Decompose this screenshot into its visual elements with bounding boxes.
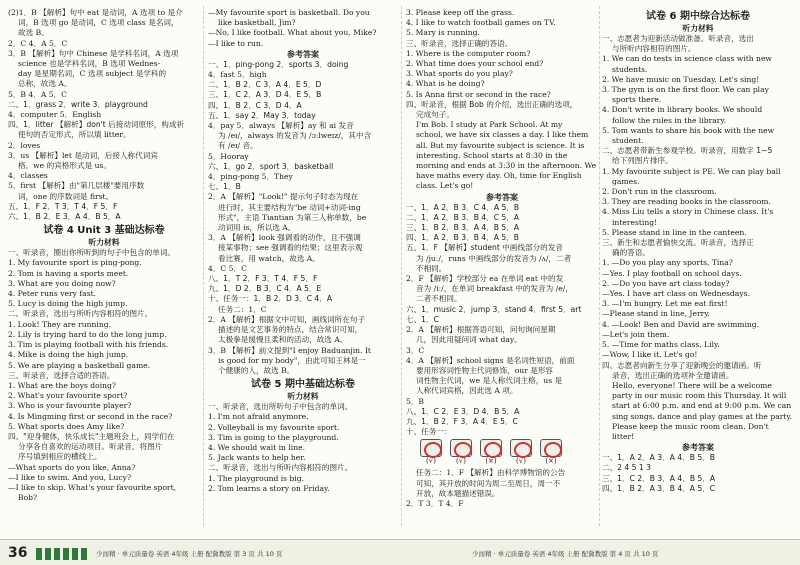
answer-line: 看比赛，用 watch，故选 A。 <box>218 253 320 263</box>
listening-line: —Wow, I like it. Let's go! <box>602 350 698 360</box>
listening-line: 四、志愿者向新生分享了迎新晚会的邀请函。听 <box>602 360 762 370</box>
page-number: 36 <box>8 545 28 561</box>
test4-answers <box>208 60 398 376</box>
column-3 <box>406 8 598 509</box>
passage-line: school, we have six classes a day. I like them <box>416 130 589 140</box>
answer-line: 三、1．C 2．A 3．D 4．E 5．B <box>208 90 322 100</box>
listening-line: 2. Don't run in the classroom. <box>602 187 717 197</box>
answer-line: 四、1．litter 【解析】don't 后接动词原形，构成祈 <box>8 120 185 130</box>
listening-line: 一、听录音，圈出你所听到的句子中包含的单词。 <box>8 248 176 258</box>
answer-line: 4．ping-pong 5．They <box>208 172 293 182</box>
answer-line: 2．A 【解析】"Look!" 提示句子时态为现在 <box>208 192 359 202</box>
test4-answer-key-title: 参考答案 <box>287 49 319 59</box>
listening-line: 3. —I'm hungry. Let me eat first! <box>602 299 728 309</box>
answer-line: 五、1．F 【解析】student 中画线部分的发音 <box>406 243 563 253</box>
footer-right-text: 少而精 · 单元质量卷 英语 4年级 上册 配冀教版 第 4 页 共 10 页 <box>472 550 659 558</box>
column-divider <box>203 6 204 526</box>
answer-line: 六、1．go 2．sport 3．basketball <box>208 161 334 171</box>
answer-line: 4．C 5．C <box>208 263 247 273</box>
passage-line: party in our music room this Thursday. It will <box>612 391 787 401</box>
answer-line: 3．C <box>406 345 425 355</box>
answer-line: 2．C 4．A 5．C <box>8 38 68 48</box>
answer-line: 4．computer 5．English <box>8 110 102 120</box>
listening-line: 二、听录音，选出与所听内容相符的图片。 <box>8 309 153 319</box>
prohibition-sign-icon <box>420 439 442 457</box>
passage-line: Hello, everyone! There will be a welcome <box>612 380 772 390</box>
listening-line: 三、新生和志愿者愉快交流。听录音，选择正 <box>602 238 754 248</box>
listening-line: 4. —Look! Ben and David are swimming. <box>602 319 760 329</box>
listening-line: —No, I like football. What about you, Mike? <box>208 28 377 38</box>
answer-line: 5．B 4．A 5．C <box>8 89 67 99</box>
answer-line: 六、1．music 2．jump 3．stand 4．first 5．art <box>406 304 582 314</box>
answer-line: 四、1．B 2．C 3．D 4．A <box>208 100 302 110</box>
answer-line: 2．A 【解析】根据文中可知，画线词所在句子 <box>208 314 366 324</box>
column-2 <box>208 8 398 494</box>
answer-line: 二、2 4 5 1 3 <box>602 463 651 473</box>
listening-line: 4. Don't write in library books. We should <box>602 105 763 115</box>
answer-line: 一、1．A 2．B 3．C 4．A 5．B <box>406 202 520 212</box>
answer-line: 格，we 的宾格形式是 us。 <box>18 161 111 171</box>
test6-answers <box>602 453 794 494</box>
listening-line: 2. What's your favourite sport? <box>8 391 128 401</box>
listening-line: 2. What time does your school end? <box>406 59 544 69</box>
answer-line: 二、1．A 2．B 3．B 4．C 5．A <box>406 212 520 222</box>
answer-line: 十、任务一： <box>406 427 452 437</box>
listening-line: 二、志愿者带新生参观学校。听录音，用数字 1~5 <box>602 146 773 156</box>
listening-line: 与所听内容相符的图片。 <box>612 44 696 54</box>
answer-line: 二者不相同。 <box>416 294 462 304</box>
test5-task2-answers <box>406 468 598 509</box>
test6-title: 试卷 6 期中综合达标卷 <box>646 11 750 22</box>
listening-line: —I like to swim. And you, Lucy? <box>8 472 132 482</box>
answer-line: 2．A 【解析】根据答语可知，问句询问星期 <box>406 325 556 335</box>
listening-line: games. <box>612 176 640 186</box>
listening-line: 3. Tim is playing football with his friends. <box>8 340 169 350</box>
answer-line: 3．A 【解析】look 强调看的动作，且不强调 <box>208 233 361 243</box>
answer-line: 使句的否定形式，所以填 litter。 <box>18 130 131 140</box>
passage-line: litter! <box>612 431 635 441</box>
listening-line: —Yes. I play football on school days. <box>602 268 742 278</box>
sign-item <box>480 439 502 466</box>
listening-line: 3. What are you doing now? <box>8 278 116 288</box>
listening-line: 2. Tom learns a story on Friday. <box>208 483 330 493</box>
answer-line: 2．loves <box>8 140 41 150</box>
answer-line: 七、1．C <box>406 314 439 324</box>
listening-line: 完成句子。 <box>416 110 454 120</box>
listening-line: 一、听录音，选出所听句子中包含的单词。 <box>208 402 353 412</box>
answer-line: is good for my body"，由此可知王林是一 <box>218 355 366 365</box>
listening-line: 5. What sports does Amy like? <box>8 421 125 431</box>
listening-line: 分享各自喜欢的运动项目。听录音，将图片 <box>18 442 163 452</box>
listening-line: like basketball, Jim? <box>218 18 296 28</box>
answer-line: 不相同。 <box>416 263 447 273</box>
listening-line: 一、志愿者为迎新活动做准备。听录音，选出 <box>602 34 754 43</box>
bob-passage <box>406 120 598 191</box>
listening-line: 3. Who is your favourite player? <box>8 401 132 411</box>
answer-line: 4．A 【解析】school signs 是名词性短语，前面 <box>406 355 575 365</box>
answer-line: 4．fast 5．high <box>208 70 267 80</box>
passage-line: Please keep the music room clean. Don't <box>612 421 769 431</box>
listening-line: 2. Tom is having a sports meet. <box>8 268 129 278</box>
column-divider <box>599 6 600 526</box>
answer-line: 4．classes <box>8 171 48 181</box>
answer-line: 几，因此用疑问词 what day。 <box>416 335 522 345</box>
answer-line: 八、1．T 2．F 3．T 4．F 5．F <box>208 274 318 284</box>
listening-line: 3. Tim is going to the playground. <box>208 432 339 442</box>
answer-line: 四、1．B 2．A 3．B 4．A 5．C <box>602 483 716 493</box>
column-divider <box>401 6 402 526</box>
answer-line: 5．B <box>406 396 425 406</box>
answer-line: 总称，故选 A。 <box>18 79 72 89</box>
listening-line: 5. Is Anna first or second in the race? <box>406 89 551 99</box>
listening-line: 4. Is Mingming first or second in the race? <box>8 411 173 421</box>
test5-title: 试卷 5 期中基础达标卷 <box>251 379 355 391</box>
test5-answers <box>406 203 598 438</box>
listening-line: 1. My favourite subject is PE. We can play ball <box>602 166 781 176</box>
listening-line: 1. Look! They are running. <box>8 319 112 329</box>
listening-line: 1. I'm not afraid anymore. <box>208 412 309 422</box>
listening-line: 2. Lily is trying hard to do the long jump. <box>8 329 167 339</box>
passage-line: all. But my favourite subject is science. It is <box>416 140 585 150</box>
listening-line: 二、听录音，选出与所听内容相符的图片。 <box>208 463 353 473</box>
listening-line: —What sports do you like, Anna? <box>8 462 136 472</box>
passage-line: class. Let's go! <box>416 181 474 191</box>
listening-line: sports there. <box>612 95 662 105</box>
listening-line: —I like to run. <box>208 38 264 48</box>
listening-line: 5. Please stand in line in the canteen. <box>602 227 747 237</box>
answer-line: 为 /juː/，runs 中画线部分的发音为 /ʌ/，二者 <box>416 253 572 263</box>
listening-line: 5. Mary is running. <box>406 28 480 38</box>
prohibition-sign-icon <box>510 439 532 457</box>
answer-line: 一、1．ping-pong 2．sports 3．doing <box>208 59 349 69</box>
answer-line: 开放，故本题描述错误。 <box>416 488 500 498</box>
listening-line: —I like to skip. What's your favourite sport, <box>8 482 177 492</box>
column-1 <box>8 8 200 503</box>
answer-line: 动词用 is，所以选 A。 <box>218 223 296 233</box>
listening-line: —Let's join them. <box>602 329 670 339</box>
listening-line: 4. Peter runs very fast. <box>8 289 97 299</box>
listening-line: 5. Jack wants to help her. <box>208 453 306 463</box>
listening-line: 2. Volleyball is my favourite sport. <box>208 422 340 432</box>
answer-line: 3．us 【解析】let 是动词，后接人称代词宾 <box>8 150 158 160</box>
listening-line: 4. We should wait in line. <box>208 442 306 452</box>
answer-line: 2．T 3．T 4．F <box>406 498 464 508</box>
listening-line: 4. Miss Liu tells a story in Chinese class. It's <box>602 207 774 217</box>
listening-line: —Please stand in line, Jerry. <box>602 309 710 319</box>
listening-line: 四、听录音，根据 Bob 的介绍，选出正确的选项， <box>406 99 578 109</box>
answer-line: 十、任务一：1．B 2．D 3．C 4．A <box>208 294 333 304</box>
answer-line: 有 /eɪ/ 音。 <box>218 141 258 151</box>
listening-line: 1. My favourite sport is ping-pong. <box>8 258 142 268</box>
sign-pictures <box>420 439 598 466</box>
prohibition-sign-icon <box>450 439 472 457</box>
test4-listening-material <box>8 248 200 503</box>
listening-line: 1. —Do you play any sports, Tina? <box>602 258 733 268</box>
answer-line: 九、1．B 2．F 3．A 4．E 5．C <box>406 416 518 426</box>
answer-line: 一、1．A 2．A 3．A 4．B 5．B <box>602 453 715 463</box>
listening-line: 5. Lucy is doing the high jump. <box>8 299 128 309</box>
listening-line: 3. They are reading books in the classroom. <box>602 197 771 207</box>
passage-line: have maths every day. Oh, time for English <box>416 171 582 181</box>
answer-line: 八、1．C 2．E 3．D 4．B 5．A <box>406 406 520 416</box>
answer-line: 3．B 【解析】句中 Chinese 是学科名词，A 选项 <box>8 48 179 58</box>
test5-listening-material <box>208 402 398 494</box>
passage-line: interesting. School starts at 8:30 in the <box>416 150 568 160</box>
passage-line: I'm Bob. I study at Park School. At my <box>416 120 563 130</box>
answer-line: 五、1．say 2．May 3．today <box>208 110 316 120</box>
invitation-passage <box>602 381 794 442</box>
sign-mark: (√) <box>516 457 526 466</box>
footer-left-text: 少而精 · 单元质量卷 英语 4年级 上册 配冀教版 第 3 页 共 10 页 <box>96 550 283 558</box>
sign-item <box>540 439 562 466</box>
answer-line: 二、1．grass 2．write 3．playground <box>8 99 148 109</box>
listening-line: follow the rules in the library. <box>612 115 727 125</box>
answer-line: 九、1．D 2．B 3．C 4．A 5．E <box>208 284 322 294</box>
listening-line: 1. We can do tests in science class with new <box>602 54 772 64</box>
answer-line: 5．Hooray <box>208 151 249 161</box>
test6-listening-label: 听力材料 <box>682 24 714 33</box>
answer-line: science 也是学科名词，B 选项 Wednes- <box>18 59 161 69</box>
answer-line: 可知，其开放的时间为周二至周日，周一不 <box>416 478 561 488</box>
answer-line: 五、1．F 2．T 3．T 4．F 5．F <box>8 201 118 211</box>
answer-line: 人称代词宾格，因此选 A 项。 <box>416 386 518 396</box>
listening-line: student. <box>612 136 644 146</box>
answer-line: 为 /eɪ/，always 的发音为 /ɔːlweɪz/，其中含 <box>218 131 372 141</box>
listening-line: 3. The gym is on the first floor. We can play <box>602 85 769 95</box>
listening-line: Bob? <box>18 493 38 503</box>
answer-line: 3．B 【解析】前文提到"I enjoy Baduanjin. It <box>208 345 371 355</box>
answer-line: 四、1．A 2．B 3．B 4．A 5．B <box>406 233 519 243</box>
listening-line: 三、听录音，选择正确的答语。 <box>406 38 513 48</box>
listening-line: 5. We are playing a basketball game. <box>8 360 151 370</box>
sign-mark: (×) <box>545 457 557 466</box>
test4-dialogue-end <box>208 8 398 49</box>
listening-line: 1. Where is the computer room? <box>406 48 531 58</box>
sign-item <box>420 439 442 466</box>
test5-listening-cont <box>406 8 598 120</box>
answer-line: 三、1．B 2．B 3．A 4．B 5．A <box>406 223 519 233</box>
answer-line: 词，one 的序数词是 first。 <box>18 191 114 201</box>
sign-item <box>450 439 472 466</box>
test4-listening-label: 听力材料 <box>88 238 120 248</box>
listening-line: 5. Tom wants to share his book with the new <box>602 125 775 135</box>
answer-line: 故选 B。 <box>18 28 49 38</box>
page-footer <box>0 539 800 565</box>
answer-line: 形式"，主语 Tiantian 为第三人称单数，be <box>218 212 367 222</box>
answer-line: 七、1．B <box>208 182 241 192</box>
answer-line: 进行时，其主要结构为"be 动词+动词-ing <box>218 202 361 212</box>
listening-line: 5. —Time for maths class, Lily. <box>602 340 720 350</box>
prohibition-sign-icon <box>480 439 502 457</box>
listening-line: 四、"迎身健体，快乐成长"主题班会上，同学们在 <box>8 431 175 441</box>
prohibition-sign-icon <box>540 439 562 457</box>
answer-line: 太极拳是缓慢且柔和的活动，故选 A。 <box>218 335 348 345</box>
test3-answers <box>8 8 200 222</box>
listening-line: 4. Mike is doing the high jump. <box>8 350 129 360</box>
listening-line: —My favourite sport is basketball. Do you <box>208 8 370 17</box>
test4-title: 试卷 4 Unit 3 基础达标卷 <box>43 225 165 237</box>
listening-line: interesting! <box>612 217 658 227</box>
test5-listening-label: 听力材料 <box>287 392 319 402</box>
answer-line: 2．F 【解析】学校部分 ea 在单词 eat 中的发 <box>406 274 564 284</box>
listening-line: 三、听录音，选择合适的答语。 <box>8 370 115 380</box>
listening-line: 1. What are the boys doing? <box>8 380 116 390</box>
passage-line: sing songs, dance and play games at the party. <box>612 411 793 421</box>
listening-line: 3. Please keep off the grass. <box>406 8 515 17</box>
answer-line: 三、1．C 2．B 3．A 4．B 5．A <box>602 473 716 483</box>
column-4 <box>602 8 794 494</box>
listening-line: 确的答语。 <box>612 248 650 258</box>
sign-mark: (×) <box>485 457 497 466</box>
listening-line: 1. The playground is big. <box>208 473 305 483</box>
sign-mark: (√) <box>456 457 466 466</box>
listening-line: 4. I like to watch football games on TV. <box>406 18 556 28</box>
listening-line: 给下列图片排序。 <box>612 156 673 166</box>
listening-line: 2. We have music on Tuesday. Let's sing! <box>602 74 760 84</box>
passage-line: morning and ends at 3:30 in the afternoon. We <box>416 161 597 171</box>
answer-line: 六、1．B 2．E 3．A 4．B 5．A <box>8 212 121 222</box>
test6-answer-key-title: 参考答案 <box>682 443 714 453</box>
listening-line: 3. What sports do you play? <box>406 69 513 79</box>
answer-line: 5．first 【解析】由"第几层楼"要用序数 <box>8 181 145 191</box>
listening-line: 录音，选出正确的选项补全邀请函。 <box>612 370 734 380</box>
sign-mark: (√) <box>426 457 436 466</box>
answer-line: 任务二：1．C <box>218 304 267 314</box>
listening-line: 2. —Do you have art class today? <box>602 278 730 288</box>
listening-line: students. <box>612 64 648 74</box>
answer-line: 词性物主代词，we 是人称代词主格，us 是 <box>416 376 563 386</box>
answer-line: 二、1．B 2．C 3．A 4．E 5．D <box>208 80 322 90</box>
test6-listening-material <box>602 34 794 381</box>
answer-line: 词，B 选项 go 是动词，C 选项 class 是名词， <box>18 18 179 28</box>
answer-line: (2)1．B 【解析】句中 eat 是动词，A 选项 to 是介 <box>8 8 183 17</box>
test5-answer-key-title: 参考答案 <box>486 192 518 202</box>
answer-line: day 是星期名词，C 选项 subject 是学科的 <box>18 69 167 79</box>
listening-line: 4. What is he doing? <box>406 79 485 89</box>
answer-line: 要用形容词性物主代词修饰，our 是形容 <box>416 365 554 375</box>
sign-item <box>510 439 532 466</box>
answer-line: 描述的是文艺事务的特点，结合常识可知， <box>218 325 363 335</box>
decorative-bars <box>36 548 87 560</box>
answer-line: 任务二：1．F 【解析】由科学博物馆的公告 <box>416 468 566 478</box>
answer-line: 音为 /iː/，在单词 breakfast 中的发音为 /e/， <box>416 284 573 294</box>
answer-line: 接某事物；see 强调看的结果；这里表示观 <box>218 243 363 253</box>
passage-line: start at 6:00 p.m. and end at 9:00 p.m. We can <box>612 401 792 411</box>
listening-line: —Yes. I have art class on Wednesdays. <box>602 289 750 299</box>
answer-line: 4．pay 5．always 【解析】ay 和 ai 发音 <box>208 121 354 131</box>
answer-line: 个健康的人，故选 B。 <box>218 365 295 375</box>
listening-line: 序号填到相应的横线上。 <box>18 452 102 462</box>
